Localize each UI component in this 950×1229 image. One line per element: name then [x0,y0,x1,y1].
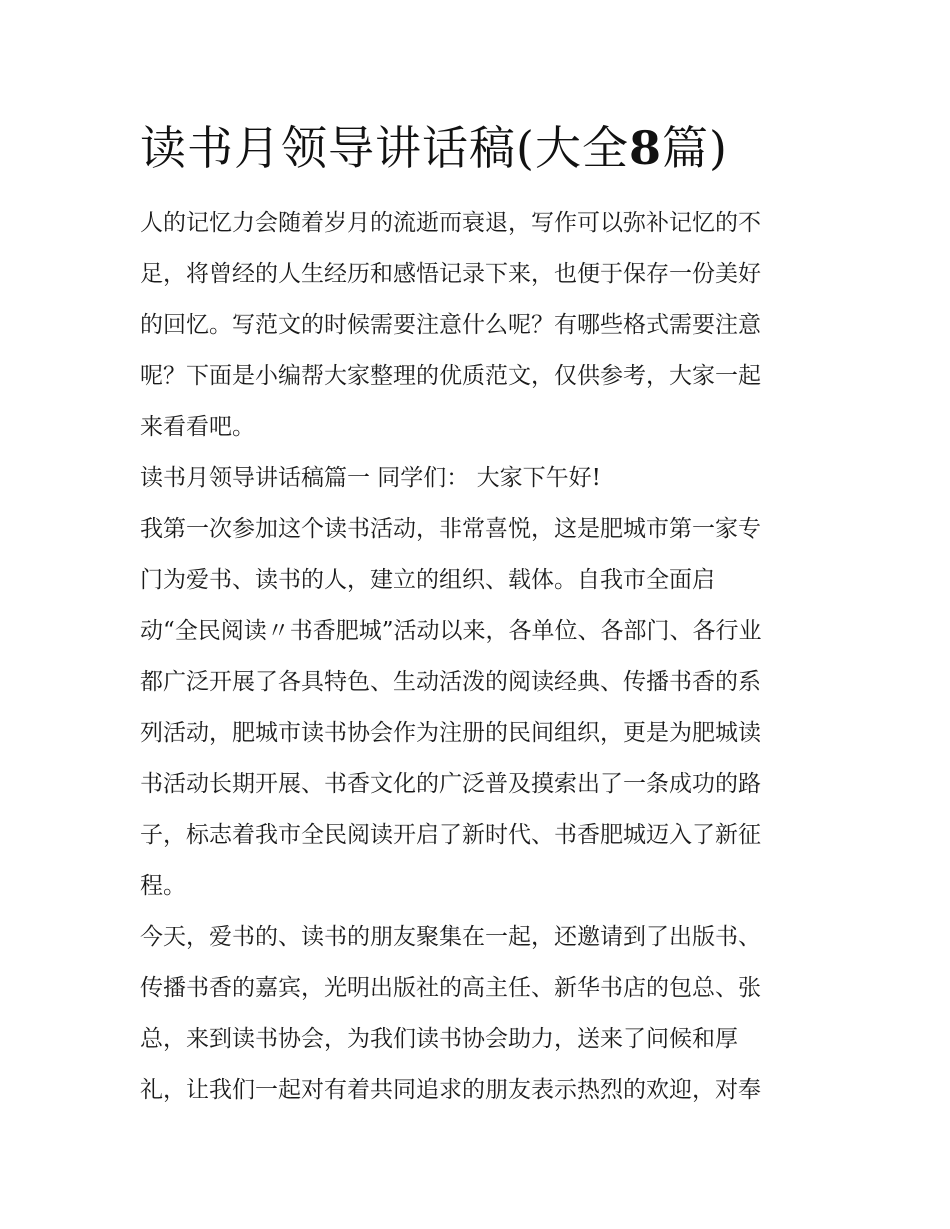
title-main: 读书月领导讲话稿(大全 [140,121,629,175]
title-tail: 篇) [661,121,728,175]
text-line: 传播书香的嘉宾，光明出版社的高主任、新华书店的包总、张 [140,975,761,1001]
text-line: 呢？下面是小编帮大家整理的优质范文，仅供参考，大家一起 [140,363,761,389]
text-line: 足，将曾经的人生经历和感悟记录下来，也便于保存一份美好 [140,261,761,287]
text-line: 来看看吧。 [140,414,255,440]
document-title [140,118,840,178]
text-line: 的回忆。写范文的时候需要注意什么呢？有哪些格式需要注意 [140,312,761,338]
document-body [140,198,820,1116]
section-heading-line: 读书月领导讲话稿篇一 同学们： 大家下午好! [140,465,601,491]
text-line: 列活动，肥城市读书协会作为注册的民间组织，更是为肥城读 [140,720,761,746]
text-line: 我第一次参加这个读书活动，非常喜悦，这是肥城市第一家专 [140,516,761,542]
text-line: 动“全民阅读〃书香肥城”活动以来，各单位、各部门、各行业 [140,618,762,644]
title-number: 8 [628,121,662,175]
text-line: 都广泛开展了各具特色、生动活泼的阅读经典、传播书香的系 [140,669,761,695]
text-line: 书活动长期开展、书香文化的广泛普及摸索出了一条成功的路 [140,771,761,797]
text-line: 礼，让我们一起对有着共同追求的朋友表示热烈的欢迎，对奉 [140,1077,761,1103]
text-line: 门为爱书、读书的人，建立的组织、载体。自我市全面启 [140,567,715,593]
text-line: 程。 [140,873,186,899]
text-line: 总，来到读书协会，为我们读书协会助力，送来了问候和厚 [140,1026,738,1052]
text-line: 今天，爱书的、读书的朋友聚集在一起，还邀请到了出版书、 [140,924,761,950]
text-line: 人的记忆力会随着岁月的流逝而衰退，写作可以弥补记忆的不 [140,210,761,236]
text-line: 子，标志着我市全民阅读开启了新时代、书香肥城迈入了新征 [140,822,761,848]
